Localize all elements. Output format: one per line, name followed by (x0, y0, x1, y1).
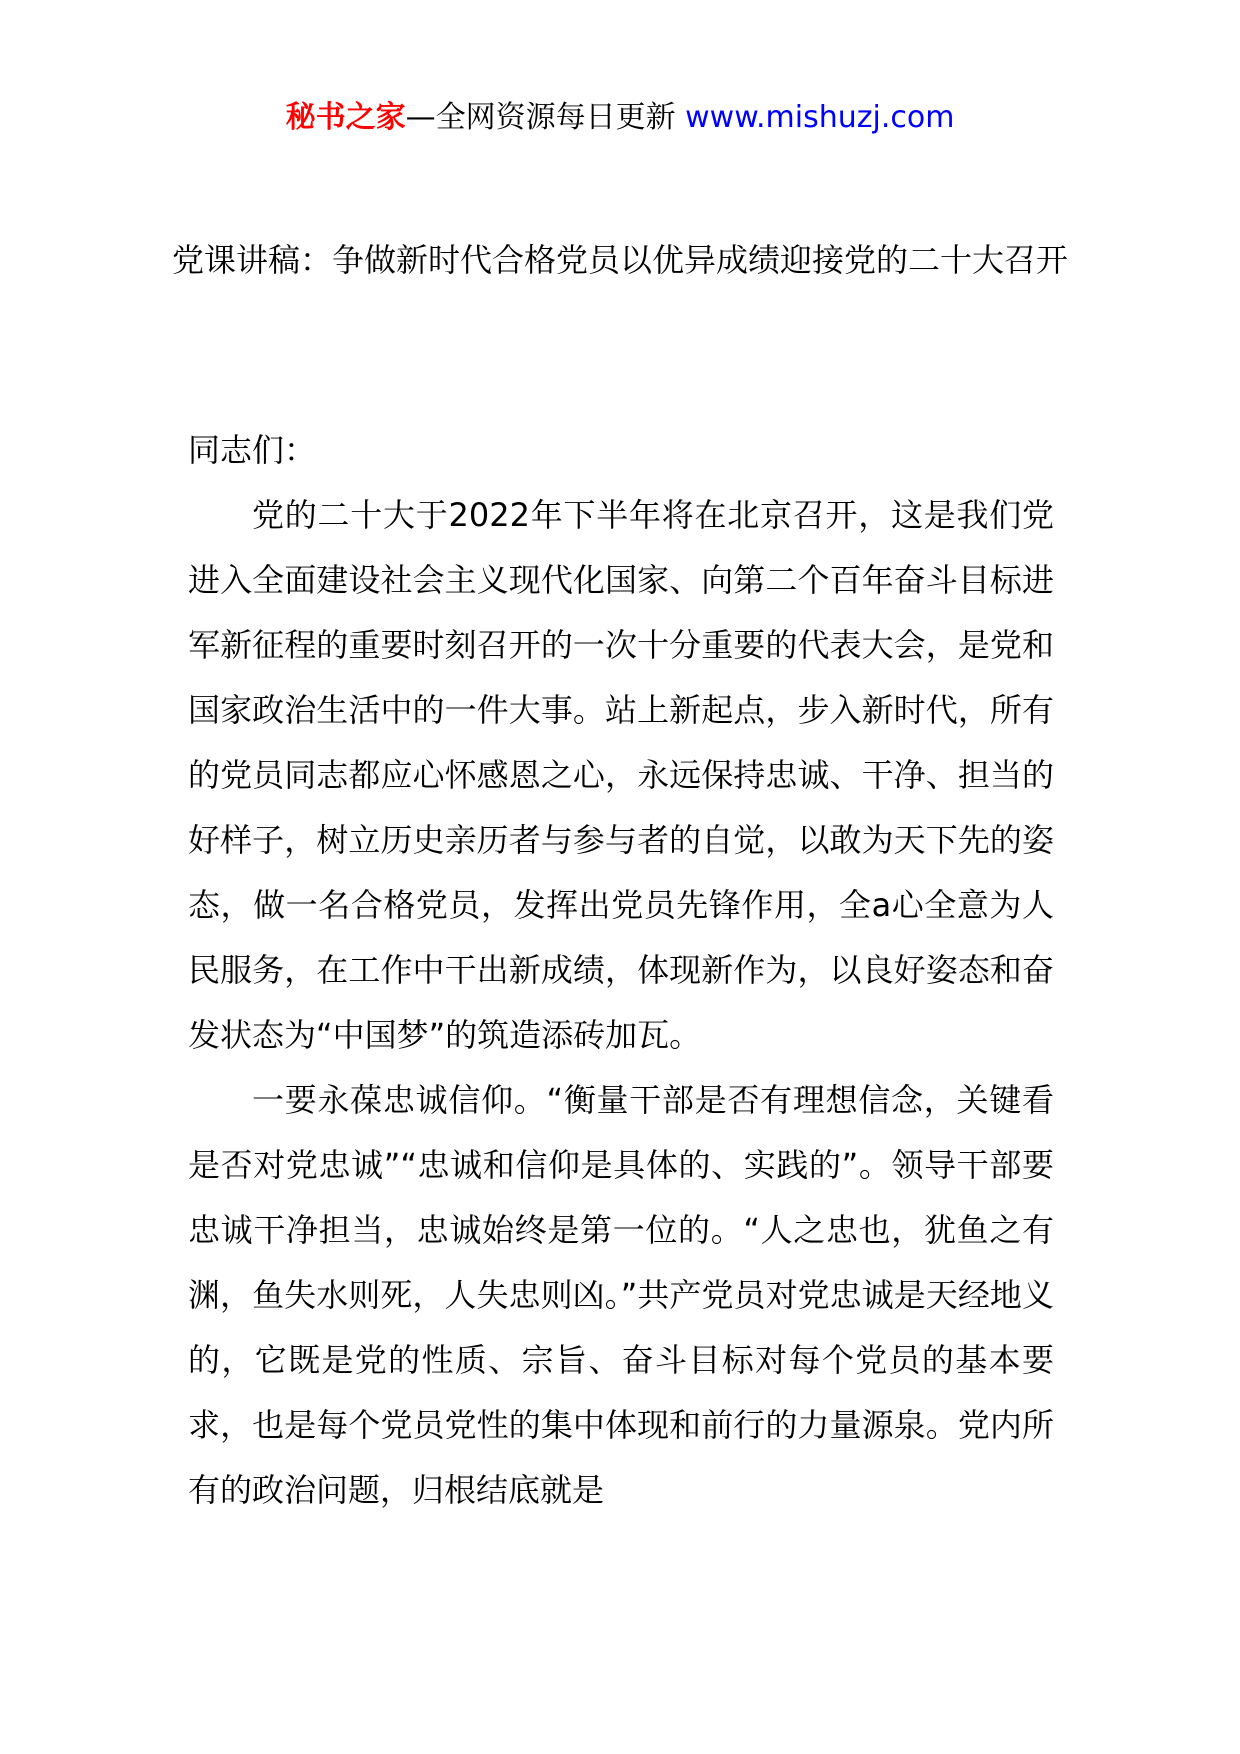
document-body (188, 418, 1054, 1523)
paragraph-loyalty: 一要永葆忠诚信仰。“衡量干部是否有理想信念，关键看是否对党忠诚”“忠诚和信仰是具体的、实践的”。领导干部要忠诚干净担当，忠诚始终是第一位的。“人之忠也，犹鱼之有渊，鱼失水则死，人失忠则凶。”共产党员对党忠诚是天经地义的，它既是党的性质、宗旨、奋斗目标对每个党员的基本要求，也是每个党员党性的集中体现和前行的力量源泉。党内所有的政治问题，归根结底就是 (188, 1081, 1054, 1509)
header-slogan: —全网资源每日更新 (405, 100, 676, 135)
salutation: 同志们： (188, 431, 317, 469)
document-title: 党课讲稿：争做新时代合格党员以优异成绩迎接党的二十大召开 (171, 241, 1068, 279)
site-header (0, 98, 1240, 138)
site-url-link[interactable]: www.mishuzj.com (685, 100, 955, 135)
paragraph-intro: 党的二十大于2022年下半年将在北京召开，这是我们党进入全面建设社会主义现代化国家、向第二个百年奋斗目标进军新征程的重要时刻召开的一次十分重要的代表大会，是党和国家政治生活中的一件大事。站上新起点，步入新时代，所有的党员同志都应心怀感恩之心，永远保持忠诚、干净、担当的好样子，树立历史亲历者与参与者的自觉，以敢为天下先的姿态，做一名合格党员，发挥出党员先锋作用，全a心全意为人民服务，在工作中干出新成绩，体现新作为，以良好姿态和奋发状态为“中国梦”的筑造添砖加瓦。 (188, 496, 1054, 1054)
brand-name: 秘书之家 (285, 100, 406, 135)
